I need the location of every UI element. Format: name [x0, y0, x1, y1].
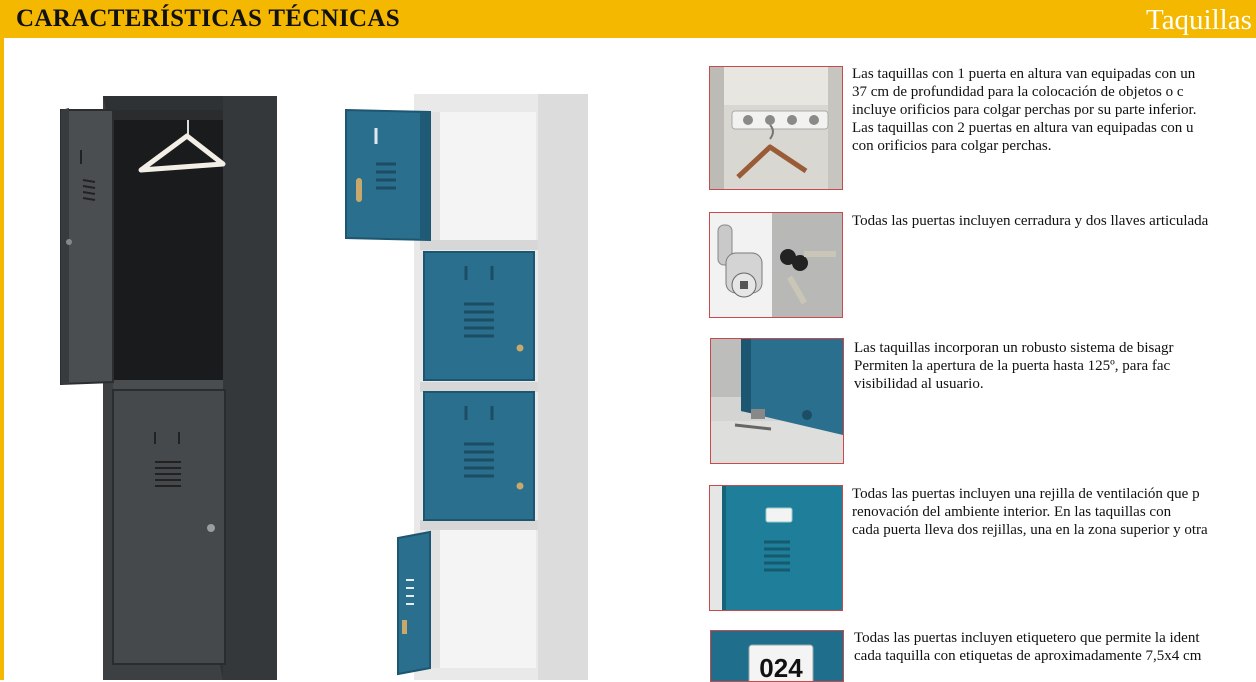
feature-line: renovación del ambiente interior. En las taquillas con [852, 504, 1172, 520]
feature-line: Permiten la apertura de la puerta hasta 125º, para fac [854, 358, 1171, 374]
feature-line: Las taquillas incorporan un robusto sistema de bisagr [854, 340, 1174, 356]
feature-line: visibilidad al usuario. [854, 376, 984, 392]
label-holder-thumbnail [710, 630, 844, 682]
blue-locker-illustration [340, 90, 600, 680]
feature-line: Todas las puertas incluyen etiquetero que permite la ident [854, 630, 1200, 646]
feature-text-hanger [852, 66, 1256, 155]
feature-line: incluye orificios para colgar perchas por su parte inferior. [852, 102, 1197, 118]
ventilation-thumbnail [709, 485, 843, 611]
dark-locker-illustration [55, 90, 285, 680]
lock-thumbnail [709, 212, 843, 318]
feature-line: cada taquilla con etiquetas de aproximadamente 7,5x4 cm [854, 648, 1202, 664]
feature-text-ventilation [852, 486, 1256, 539]
feature-line: con orificios para colgar perchas. [852, 138, 1052, 154]
hanger-rail-photo-icon [710, 67, 842, 189]
feature-line: Las taquillas con 2 puertas en altura van equipadas con u [852, 120, 1194, 136]
lock-and-keys-photo-icon [710, 213, 842, 317]
feature-line: Todas las puertas incluyen cerradura y dos llaves articulada [852, 213, 1209, 229]
left-rule [0, 38, 4, 680]
page-title: CARACTERÍSTICAS TÉCNICAS [16, 5, 400, 32]
hanger-rail-thumbnail [709, 66, 843, 190]
section-title: Taquillas [1146, 4, 1252, 36]
feature-line: Todas las puertas incluyen una rejilla de ventilación que p [852, 486, 1200, 502]
feature-text-hinge [854, 340, 1256, 393]
feature-text-label [854, 630, 1256, 665]
hinge-photo-icon [711, 339, 843, 463]
header-bar [0, 0, 1256, 38]
label-number: 024 [759, 653, 803, 681]
feature-line: Las taquillas con 1 puerta en altura van equipadas con un [852, 66, 1196, 82]
ventilation-grille-photo-icon [710, 486, 842, 610]
feature-line: 37 cm de profundidad para la colocación de objetos o c [852, 84, 1184, 100]
feature-text-lock [852, 213, 1256, 230]
label-holder-photo-icon [711, 631, 843, 681]
hinge-thumbnail [710, 338, 844, 464]
feature-line: cada puerta lleva dos rejillas, una en la zona superior y otra [852, 522, 1208, 538]
